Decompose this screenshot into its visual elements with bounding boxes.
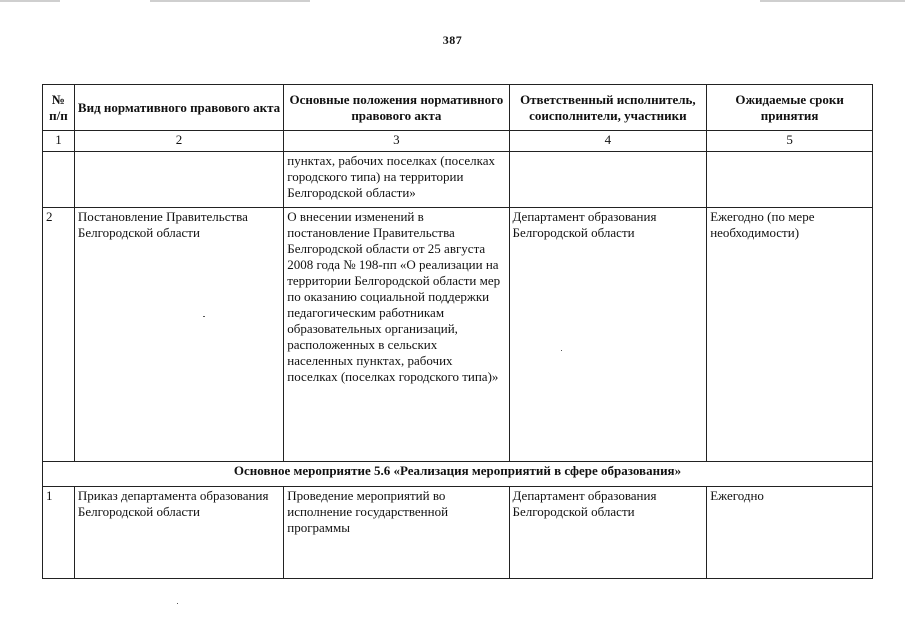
column-number: 5: [707, 131, 873, 152]
column-number: 4: [509, 131, 707, 152]
cell-act-type: Постановление Правительства Белгородской области: [74, 208, 283, 462]
scan-edge-right: [760, 0, 905, 2]
cell-responsible: Департамент образования Белгородской области: [509, 208, 707, 462]
header-provisions: Основные положения нормативного правового акта: [284, 85, 509, 131]
header-responsible: Ответственный исполнитель, соисполнители, участники: [509, 85, 707, 131]
header-row: [43, 85, 873, 131]
scan-edge-left: [0, 0, 60, 2]
scan-speck: [561, 350, 562, 351]
scan-edge-mid: [150, 0, 310, 2]
column-number-row: [43, 131, 873, 152]
cell-responsible: Департамент образования Белгородской области: [509, 487, 707, 579]
column-number: 2: [74, 131, 283, 152]
section-title-row: [43, 462, 873, 487]
column-number: 1: [43, 131, 75, 152]
header-term: Ожидаемые сроки принятия: [707, 85, 873, 131]
cell-term: [707, 152, 873, 208]
cell-term: Ежегодно: [707, 487, 873, 579]
cell-number: 2: [43, 208, 75, 462]
cell-provisions: Проведение мероприятий во исполнение государственной программы: [284, 487, 509, 579]
cell-provisions: О внесении изменений в постановление Правительства Белгородской области от 25 августа 2008 года № 198-пп «О реализации на территории Белгородской области мер по оказанию социальной поддержки педагогическим работникам образовательных организаций, расположенных в сельских населенных пунктах, рабочих поселках (поселках городского типа)»: [284, 208, 509, 462]
cell-provisions: пунктах, рабочих поселках (поселках городского типа) на территории Белгородской области»: [284, 152, 509, 208]
header-number: № п/п: [43, 85, 75, 131]
cell-act-type: Приказ департамента образования Белгородской области: [74, 487, 283, 579]
scan-speck: [177, 603, 178, 604]
scan-speck: [203, 316, 205, 317]
cell-term: Ежегодно (по мере необходимости): [707, 208, 873, 462]
header-act-type: Вид нормативного правового акта: [74, 85, 283, 131]
page-number: 387: [442, 33, 463, 47]
section-title: Основное мероприятие 5.6 «Реализация мероприятий в сфере образования»: [43, 462, 873, 487]
cell-number: 1: [43, 487, 75, 579]
table-row: [43, 487, 873, 579]
column-number: 3: [284, 131, 509, 152]
table-row-continuation: [43, 152, 873, 208]
table-row: [43, 208, 873, 462]
regulatory-acts-table: [42, 84, 873, 579]
cell-act-type: [74, 152, 283, 208]
cell-number: [43, 152, 75, 208]
cell-responsible: [509, 152, 707, 208]
